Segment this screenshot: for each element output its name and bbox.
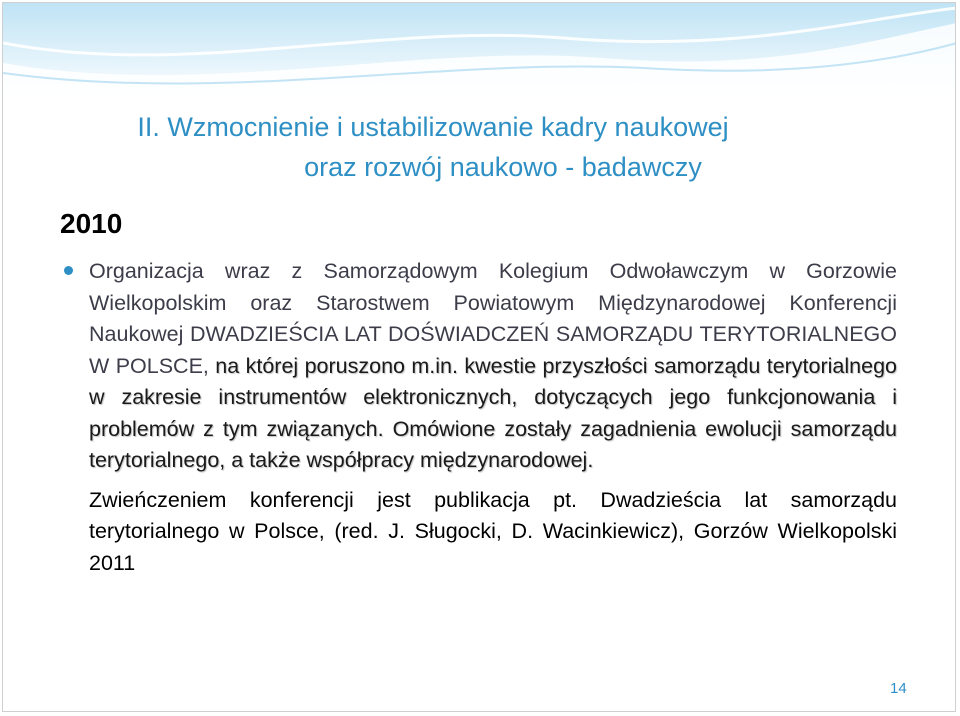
header-wave-decoration: [3, 3, 956, 103]
page-number: 14: [890, 680, 907, 697]
paragraph-conference: [89, 256, 897, 477]
title-line-1: II. Wzmocnienie i ustabilizowanie kadry naukowej: [137, 112, 729, 142]
paragraph-publication: Zwieńczeniem konferencji jest publikacja pt. Dwadzieścia lat samorządu terytorialnego w Polsce, (red. J. Sługocki, D. Wacinkiewicz), Gorzów Wielkopolski 2011: [89, 487, 897, 575]
slide-title: [63, 107, 943, 187]
paragraph-conference-plain: Organizacja wraz z Samorządowym Kolegium Odwoławczym w Gorzowie Wielkopolskim oraz Starostwem Powiatowym Międzynarodowej Konferencji Naukowej DWADZIEŚCIA LAT DOŚWIADCZEŃ SAMORZĄDU TERYTORIALNEGO W POLSCE,: [89, 259, 897, 378]
slide-body: [89, 256, 897, 579]
title-line-2: oraz rozwój naukowo - badawczy: [304, 152, 702, 182]
year-heading: 2010: [60, 208, 123, 239]
paragraph-conference-emphasis: na której poruszono m.in. kwestie przyszłości samorządu terytorialnego w zakresie instrumentów elektronicznych, dotyczących jego funkcjonowania i problemów z tym związanych. Omówione zostały zagadnienia ewolucji samorządu terytorialnego, a także współpracy międzynarodowej.: [89, 353, 897, 472]
bullet-icon: [64, 266, 73, 275]
